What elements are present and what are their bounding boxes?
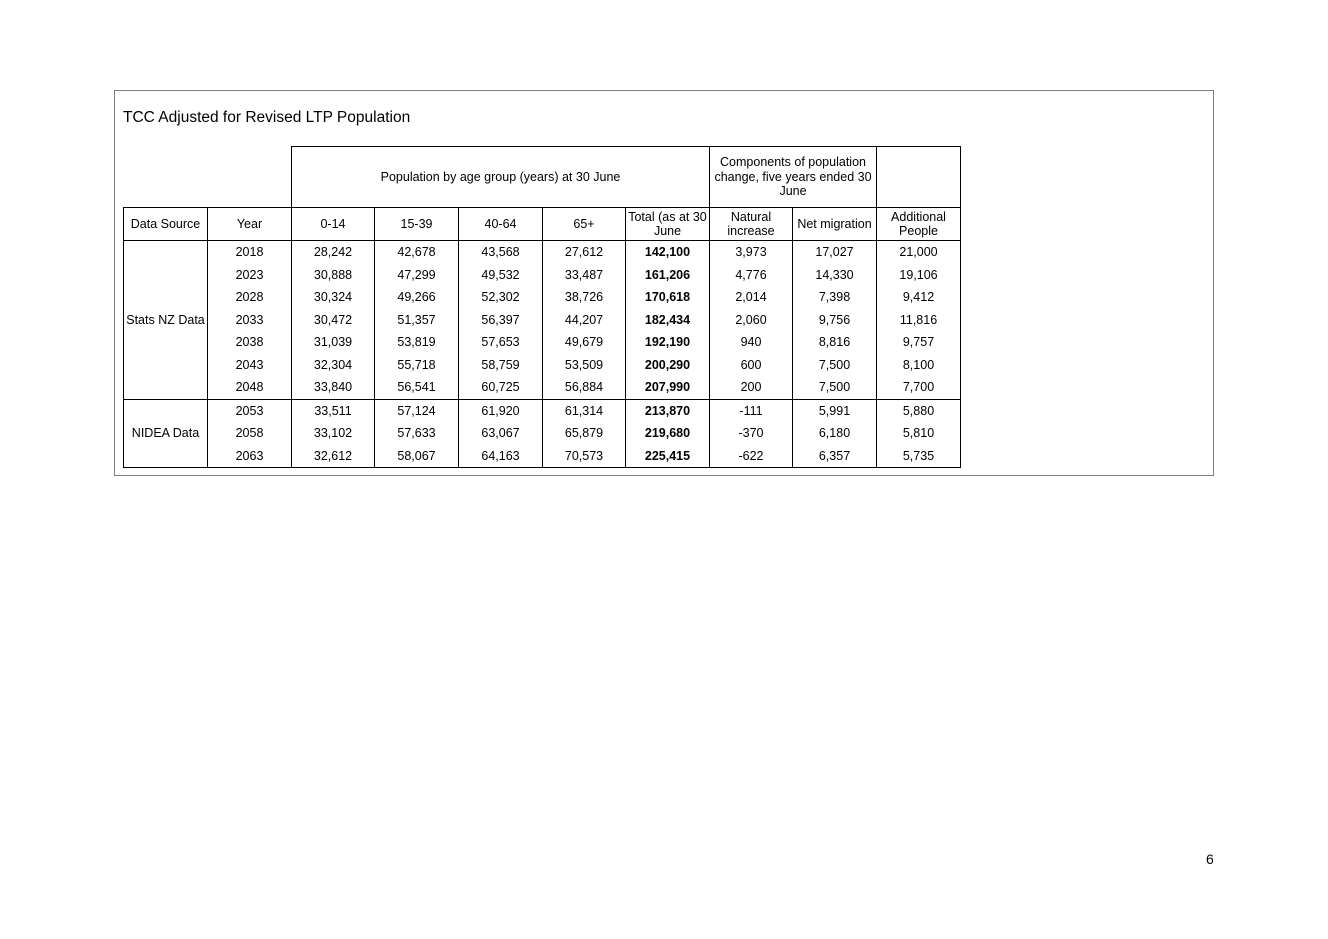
- cell-age-40-64: 63,067: [459, 422, 543, 445]
- cell-total: 213,870: [626, 399, 710, 422]
- cell-additional-people: 5,880: [877, 399, 961, 422]
- cell-net-migration: 8,816: [793, 331, 877, 354]
- cell-year: 2048: [208, 376, 292, 399]
- cell-age-40-64: 64,163: [459, 445, 543, 468]
- source-label: NIDEA Data: [124, 399, 208, 468]
- cell-net-migration: 7,500: [793, 354, 877, 377]
- cell-total: 225,415: [626, 445, 710, 468]
- cell-age-15-39: 56,541: [375, 376, 459, 399]
- cell-age-0-14: 28,242: [292, 241, 375, 264]
- cell-additional-people: 11,816: [877, 309, 961, 332]
- col-year: Year: [208, 208, 292, 241]
- cell-age-15-39: 55,718: [375, 354, 459, 377]
- cell-total: 161,206: [626, 264, 710, 287]
- col-net-migration: Net migration: [793, 208, 877, 241]
- cell-net-migration: 6,180: [793, 422, 877, 445]
- cell-natural-increase: 940: [710, 331, 793, 354]
- cell-additional-people: 9,757: [877, 331, 961, 354]
- cell-net-migration: 17,027: [793, 241, 877, 264]
- cell-age-0-14: 32,304: [292, 354, 375, 377]
- cell-age-65-plus: 38,726: [543, 286, 626, 309]
- header-blank: [124, 147, 292, 208]
- source-label: Stats NZ Data: [124, 241, 208, 400]
- cell-additional-people: 7,700: [877, 376, 961, 399]
- cell-additional-people: 5,735: [877, 445, 961, 468]
- cell-age-15-39: 47,299: [375, 264, 459, 287]
- cell-age-40-64: 61,920: [459, 399, 543, 422]
- cell-age-65-plus: 53,509: [543, 354, 626, 377]
- cell-year: 2053: [208, 399, 292, 422]
- cell-age-40-64: 57,653: [459, 331, 543, 354]
- cell-age-15-39: 58,067: [375, 445, 459, 468]
- cell-age-0-14: 30,324: [292, 286, 375, 309]
- cell-additional-people: 9,412: [877, 286, 961, 309]
- col-age-15-39: 15-39: [375, 208, 459, 241]
- cell-natural-increase: 200: [710, 376, 793, 399]
- col-age-0-14: 0-14: [292, 208, 375, 241]
- col-data-source: Data Source: [124, 208, 208, 241]
- col-additional-people: Additional People: [877, 208, 961, 241]
- cell-natural-increase: 2,014: [710, 286, 793, 309]
- cell-natural-increase: 3,973: [710, 241, 793, 264]
- cell-year: 2043: [208, 354, 292, 377]
- table-row: [124, 331, 961, 354]
- cell-year: 2023: [208, 264, 292, 287]
- cell-net-migration: 6,357: [793, 445, 877, 468]
- table-row: [124, 264, 961, 287]
- cell-age-0-14: 33,840: [292, 376, 375, 399]
- column-header-row: [124, 208, 961, 241]
- cell-natural-increase: -622: [710, 445, 793, 468]
- cell-age-15-39: 42,678: [375, 241, 459, 264]
- table-title: TCC Adjusted for Revised LTP Population: [123, 109, 411, 126]
- table-row: [124, 422, 961, 445]
- cell-age-15-39: 49,266: [375, 286, 459, 309]
- cell-age-40-64: 43,568: [459, 241, 543, 264]
- cell-age-15-39: 57,633: [375, 422, 459, 445]
- cell-natural-increase: 4,776: [710, 264, 793, 287]
- additional-header-blank: [877, 147, 961, 208]
- cell-natural-increase: 600: [710, 354, 793, 377]
- col-age-40-64: 40-64: [459, 208, 543, 241]
- cell-age-15-39: 51,357: [375, 309, 459, 332]
- col-natural-increase: Natural increase: [710, 208, 793, 241]
- cell-natural-increase: -370: [710, 422, 793, 445]
- cell-age-0-14: 30,472: [292, 309, 375, 332]
- cell-year: 2028: [208, 286, 292, 309]
- cell-age-65-plus: 44,207: [543, 309, 626, 332]
- cell-total: 207,990: [626, 376, 710, 399]
- cell-age-65-plus: 70,573: [543, 445, 626, 468]
- cell-age-40-64: 56,397: [459, 309, 543, 332]
- cell-age-65-plus: 33,487: [543, 264, 626, 287]
- population-table: [123, 146, 961, 468]
- cell-year: 2033: [208, 309, 292, 332]
- cell-age-65-plus: 56,884: [543, 376, 626, 399]
- cell-age-40-64: 58,759: [459, 354, 543, 377]
- components-header: Components of population change, five years ended 30 June: [710, 147, 877, 208]
- cell-additional-people: 21,000: [877, 241, 961, 264]
- cell-year: 2038: [208, 331, 292, 354]
- cell-age-40-64: 52,302: [459, 286, 543, 309]
- cell-age-65-plus: 49,679: [543, 331, 626, 354]
- cell-age-65-plus: 61,314: [543, 399, 626, 422]
- cell-additional-people: 8,100: [877, 354, 961, 377]
- cell-total: 192,190: [626, 331, 710, 354]
- col-age-65-plus: 65+: [543, 208, 626, 241]
- table-frame: [114, 90, 1214, 476]
- table-row: [124, 376, 961, 399]
- table-row: [124, 286, 961, 309]
- page-number: 6: [1206, 851, 1214, 867]
- table-row: [124, 241, 961, 264]
- table-row: [124, 399, 961, 422]
- cell-net-migration: 9,756: [793, 309, 877, 332]
- cell-total: 200,290: [626, 354, 710, 377]
- cell-year: 2063: [208, 445, 292, 468]
- cell-age-0-14: 30,888: [292, 264, 375, 287]
- cell-total: 219,680: [626, 422, 710, 445]
- cell-age-0-14: 33,102: [292, 422, 375, 445]
- cell-age-0-14: 33,511: [292, 399, 375, 422]
- cell-net-migration: 14,330: [793, 264, 877, 287]
- cell-net-migration: 7,500: [793, 376, 877, 399]
- cell-year: 2018: [208, 241, 292, 264]
- age-group-header: Population by age group (years) at 30 June: [292, 147, 710, 208]
- cell-year: 2058: [208, 422, 292, 445]
- table-row: [124, 354, 961, 377]
- cell-age-65-plus: 27,612: [543, 241, 626, 264]
- cell-natural-increase: -111: [710, 399, 793, 422]
- col-total: Total (as at 30 June: [626, 208, 710, 241]
- group-header-row: [124, 147, 961, 208]
- cell-net-migration: 5,991: [793, 399, 877, 422]
- cell-net-migration: 7,398: [793, 286, 877, 309]
- cell-age-15-39: 53,819: [375, 331, 459, 354]
- cell-total: 142,100: [626, 241, 710, 264]
- cell-age-65-plus: 65,879: [543, 422, 626, 445]
- cell-age-15-39: 57,124: [375, 399, 459, 422]
- cell-age-0-14: 32,612: [292, 445, 375, 468]
- table-row: [124, 445, 961, 468]
- cell-total: 182,434: [626, 309, 710, 332]
- table-row: [124, 309, 961, 332]
- cell-age-0-14: 31,039: [292, 331, 375, 354]
- cell-total: 170,618: [626, 286, 710, 309]
- cell-natural-increase: 2,060: [710, 309, 793, 332]
- cell-additional-people: 19,106: [877, 264, 961, 287]
- cell-additional-people: 5,810: [877, 422, 961, 445]
- cell-age-40-64: 60,725: [459, 376, 543, 399]
- cell-age-40-64: 49,532: [459, 264, 543, 287]
